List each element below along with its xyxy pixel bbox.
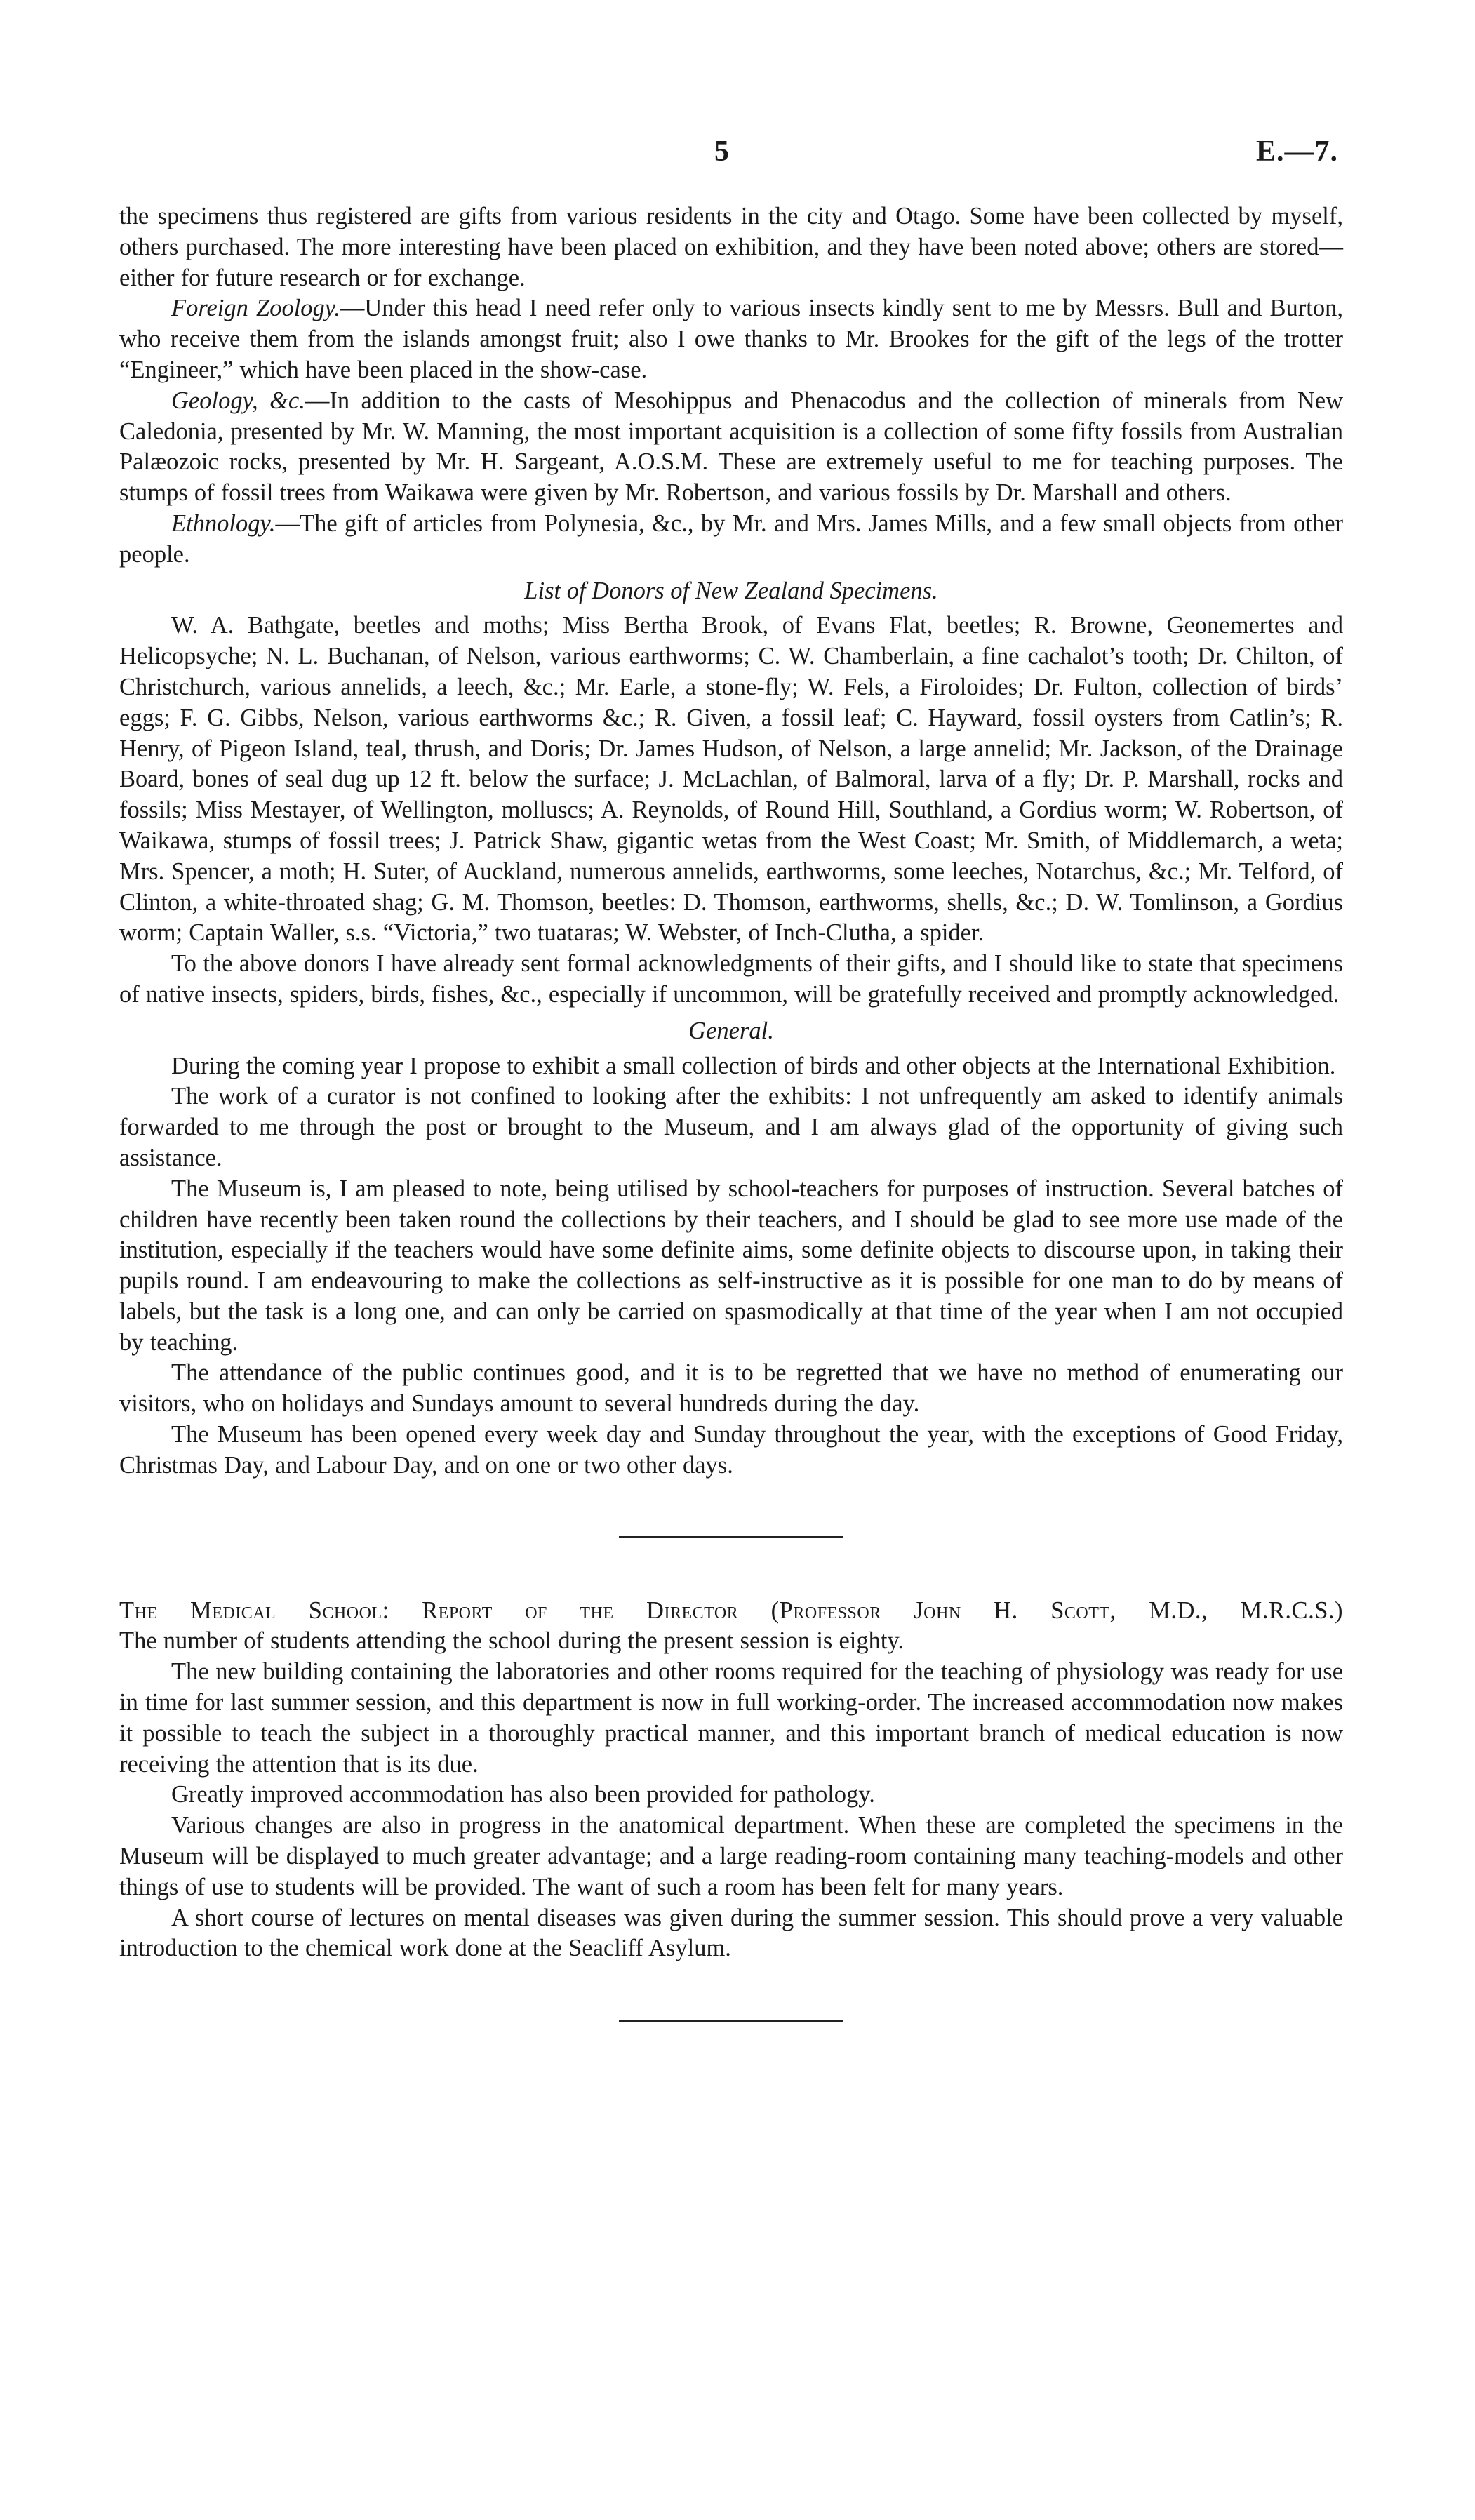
general-paragraph-opening: The Museum has been opened every week day and Sunday throughout the year, with the exceptions of Good Friday, Christmas Day, and Labour Day, and on one or two other days.: [119, 1421, 1343, 1479]
page-body: [119, 201, 1343, 2022]
donors-list-paragraph: W. A. Bathgate, beetles and moths; Miss Bertha Brook, of Evans Flat, beetles; R. Browne, Geonemertes and Helicopsyche; N. L. Buchanan, of Nelson, various earthworms; C. W. Chamberlain, a fine cachalot’s tooth; Dr. Chilton, of Christchurch, various annelids, a leech, &c.; Mr. Earle, a stone-fly; W. Fels, a Firoloides; Dr. Fulton, collection of birds’ eggs; F. G. Gibbs, Nelson, various earthworms &c.; R. Given, a fossil leaf; C. Hayward, fossil oysters from Catlin’s; R. Henry, of Pigeon Island, teal, thrush, and Doris; Dr. James Hudson, of Nelson, a large annelid; Mr. Jackson, of the Drainage Board, bones of seal dug up 12 ft. below the surface; J. McLachlan, of Balmoral, larva of a fly; Dr. P. Marshall, rocks and fossils; Miss Mestayer, of Wellington, molluscs; A. Reynolds, of Round Hill, Southland, a Gordius worm; W. Robertson, of Waikawa, stumps of fossil trees; J. Patrick Shaw, gigantic wetas from the West Coast; Mr. Smith, of Middlemarch, a weta; Mrs. Spencer, a moth; H. Suter, of Auckland, numerous annelids, earthworms, some leeches, Notarchus, &c.; Mr. Telford, of Clinton, a white-throated shag; G. M. Thomson, beetles: D. Thomson, earthworms, shells, &c.; D. W. Tomlinson, a Gordius worm; Captain Waller, s.s. “Victoria,” two tuataras; W. Webster, of Inch-Clutha, a spider.: [119, 612, 1343, 947]
document-reference: E.—7.: [1256, 135, 1339, 168]
general-heading: General.: [688, 1017, 774, 1044]
medical-paragraph-physiology: The new building containing the laboratories and other rooms required for the teaching of physiology was ready for use in time for last summer session, and this department is now in full working-order. The increased accommodation now makes it possible to teach the subject in a thoroughly practical manner, and this important branch of medical education is now receiving the attention that is its due.: [119, 1658, 1343, 1778]
general-paragraph-school-teachers: The Museum is, I am pleased to note, being utilised by school-teachers for purposes of instruction. Several batches of children have recently been taken round the collections by their teachers, and I should be glad to see more use made of the institution, especially if the teachers would have some definite aims, some definite objects to discourse upon, in taking their pupils round. I am endeavouring to make the collections as self-instructive as it is possible for one man to do by means of labels, but the task is a long one, and can only be carried on spasmodically at that time of the year when I am not occupied by teaching.: [119, 1175, 1343, 1356]
page-number: 5: [714, 135, 729, 168]
general-paragraph-attendance: The attendance of the public continues good, and it is to be regretted that we have no method of enumerating our visitors, who on holidays and Sundays amount to several hundreds during the day.: [119, 1359, 1343, 1418]
museum-paragraph-registered: the specimens thus registered are gifts from various residents in the city and Otago. Some have been collected by myself, others purchased. The more interesting have been placed on exhibition, and they have been noted above; others are stored—either for future research or for exchange.: [119, 203, 1343, 291]
medical-paragraph-pathology: Greatly improved accommodation has also been provided for pathology.: [171, 1781, 875, 1808]
geology-text: —In addition to the casts of Mesohippus and Phenacodus and the collection of minerals from New Caledonia, presented by Mr. W. Manning, the most important acquisition is a collection of some fifty fossils from Australian Palæozoic rocks, presented by Mr. H. Sargeant, A.O.S.M. These are extremely useful to me for teaching purposes. The stumps of fossil trees from Waikawa were given by Mr. Robertson, and various fossils by Dr. Marshall and others.: [119, 387, 1343, 507]
foreign-zoology-text: —Under this head I need refer only to various insects kindly sent to me by Messrs. Bull and Burton, who receive them from the islands amongst fruit; also I owe thanks to Mr. Brookes for the gift of the legs of the trotter “Engineer,” which have been placed in the show-case.: [119, 295, 1343, 383]
medical-paragraph-students: The number of students attending the school during the present session is eighty.: [119, 1627, 905, 1655]
ethnology-text: —The gift of articles from Polynesia, &c., by Mr. and Mrs. James Mills, and a few small objects from other people.: [119, 509, 1343, 568]
general-paragraph-curator: The work of a curator is not confined to looking after the exhibits: I not unfrequently am asked to identify animals forwarded to me through the post or brought to the Museum, and I am always glad of the opportunity of giving such assistance.: [119, 1083, 1343, 1171]
end-divider: [619, 2020, 843, 2022]
donors-heading: List of Donors of New Zealand Specimens.: [524, 577, 938, 604]
museum-paragraph-geology: [119, 386, 1343, 509]
museum-paragraph-ethnology: [119, 509, 1343, 571]
section-divider: [619, 1536, 843, 1538]
medical-paragraph-anatomical: Various changes are also in progress in the anatomical department. When these are completed the specimens in the Museum will be displayed to much greater advantage; and a large reading-room containing many teaching-models and other things of use to students will be provided. The want of such a room has been felt for many years.: [119, 1812, 1343, 1900]
page-header: [0, 135, 1475, 177]
medical-school-title: The Medical School: Report of the Director (Professor John H. Scott, M.D., M.R.C.S.): [119, 1596, 1343, 1624]
geology-label: Geology, &c.: [171, 387, 305, 414]
foreign-zoology-label: Foreign Zoology.: [171, 295, 340, 322]
medical-paragraph-mental-diseases: A short course of lectures on mental diseases was given during the summer session. This should prove a very valuable introduction to the chemical work done at the Seacliff Asylum.: [119, 1904, 1343, 1962]
museum-paragraph-foreign-zoology: [119, 293, 1343, 385]
ethnology-label: Ethnology.: [171, 509, 276, 537]
general-paragraph-exhibition: During the coming year I propose to exhibit a small collection of birds and other objects at the International Exhibition.: [171, 1052, 1336, 1079]
donors-thanks-paragraph: To the above donors I have already sent formal acknowledgments of their gifts, and I should like to state that specimens of native insects, spiders, birds, fishes, &c., especially if uncommon, will be gratefully received and promptly acknowledged.: [119, 950, 1343, 1008]
